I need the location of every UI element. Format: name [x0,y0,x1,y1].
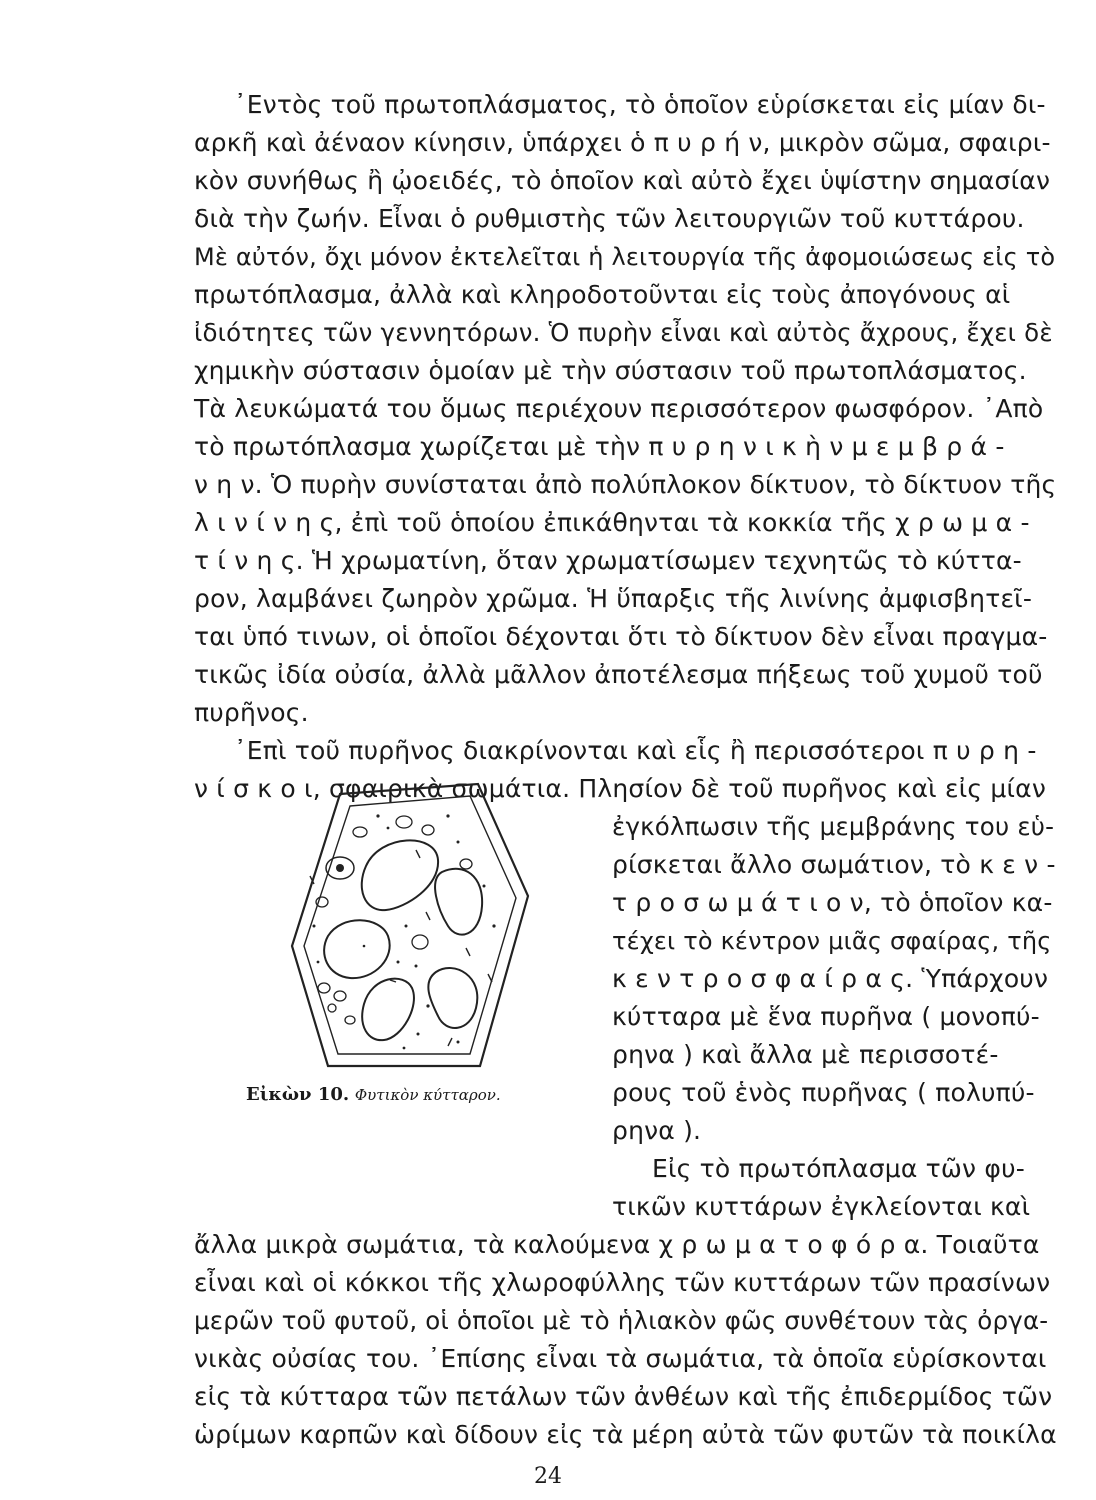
text-line: Μὲ αὐτόν, ὄχι μόνον ἐκτελεῖται ἡ λειτουργία τῆς ἀφομοιώσεως εἰς τὸ [194,243,1056,271]
text-line: εἰς τὰ κύτταρα τῶν πετάλων τῶν ἀνθέων καὶ τῆς ἐπιδερμίδος τῶν [194,1382,1053,1411]
text-line: ἐγκόλπωσιν τῆς μεμβράνης του εὑ- [612,812,1055,841]
text-line: τὸ πρωτόπλασμα χωρίζεται μὲ τὴν π υ ρ η ν ι κ ὴ ν μ ε μ β ρ ά - [194,432,1005,461]
text-line: ρίσκεται ἄλλο σωμάτιον, τὸ κ ε ν - [612,850,1056,879]
vacuole [324,920,390,978]
text-line: ἄλλα μικρὰ σωμάτια, τὰ καλούμενα χ ρ ω μ α τ ο φ ό ρ α. Τοιαῦτα [194,1230,1040,1259]
text-line: Εἰς τὸ πρωτόπλασμα τῶν φυ- [652,1154,1025,1183]
text-line: ρηνα ). [612,1116,702,1145]
page-number: 24 [534,1464,562,1489]
text-line: ται ὑπό τινων, οἱ ὁποῖοι δέχονται ὅτι τὸ δίκτυον δὲν εἶναι πραγμα- [194,622,1048,651]
vacuole [362,840,438,910]
text-line: νικὰς οὐσίας του. ᾽Επίσης εἶναι τὰ σωμάτια, τὰ ὁποῖα εὑρίσκονται [194,1344,1047,1373]
plant-cell-illustration [288,776,566,1076]
text-line: ρηνα ) καὶ ἄλλα μὲ περισσοτέ- [612,1040,999,1069]
figure-caption-label: Εἰκὼν 10. [246,1084,350,1105]
text-line: μερῶν τοῦ φυτοῦ, οἱ ὁποῖοι μὲ τὸ ἡλιακὸν φῶς συνθέτουν τὰς ὀργα- [194,1306,1049,1335]
text-line: αρκῆ καὶ ἀέναον κίνησιν, ὑπάρχει ὁ π υ ρ ή ν, μικρὸν σῶμα, σφαιρι- [194,128,1051,157]
text-line: κύτταρα μὲ ἕνα πυρῆνα ( μονοπύ- [612,1002,1040,1031]
text-line: λ ι ν ί ν η ς, ἐπὶ τοῦ ὁποίου ἐπικάθηνται τὰ κοκκία τῆς χ ρ ω μ α - [194,508,1030,537]
text-line: πυρῆνος. [194,698,309,727]
figure-caption [246,1084,606,1105]
text-line: ἰδιότητες τῶν γεννητόρων. Ὁ πυρὴν εἶναι καὶ αὐτὸς ἄχρους, ἔχει δὲ [194,318,1053,347]
text-line: ρους τοῦ ἑνὸς πυρῆνας ( πολυπύ- [612,1078,1035,1107]
text-line: ρον, λαμβάνει ζωηρὸν χρῶμα. Ἡ ὕπαρξις τῆς λινίνης ἀμφισβητεῖ- [194,584,1033,613]
vacuole [428,968,477,1028]
vacuole [362,979,414,1041]
text-line: εἶναι καὶ οἱ κόκκοι τῆς χλωροφύλλης τῶν κυττάρων τῶν πρασίνων [194,1268,1051,1297]
text-line: τέχει τὸ κέντρον μιᾶς σφαίρας, τῆς [612,927,1052,955]
text-line: διὰ τὴν ζωήν. Εἶναι ὁ ρυθμιστὴς τῶν λειτουργιῶν τοῦ κυττάρου. [194,204,1025,233]
text-line: πρωτόπλασμα, ἀλλὰ καὶ κληροδοτοῦνται εἰς τοὺς ἀπογόνους αἱ [194,280,1011,309]
text-line: ᾽Επὶ τοῦ πυρῆνος διακρίνονται καὶ εἷς ἢ περισσότεροι π υ ρ η - [234,736,1037,765]
figure-caption-text: Φυτικὸν κύτταρον. [354,1086,501,1104]
text-line: κ ε ν τ ρ ο σ φ α ί ρ α ς. Ὑπάρχουν [612,964,1049,993]
vacuole [435,869,482,935]
text-line: τ ρ ο σ ω μ ά τ ι ο ν, τὸ ὁποῖον κα- [612,888,1053,917]
text-line: χημικὴν σύστασιν ὁμοίαν μὲ τὴν σύστασιν τοῦ πρωτοπλάσματος. [194,356,1027,385]
text-line: κὸν συνήθως ἢ ᾠοειδές, τὸ ὁποῖον καὶ αὐτὸ ἔχει ὑψίστην σημασίαν [194,166,1051,195]
text-line: ᾽Εντὸς τοῦ πρωτοπλάσματος, τὸ ὁποῖον εὑρίσκεται εἰς μίαν δι- [234,90,1046,119]
text-line: ν η ν. Ὁ πυρὴν συνίσταται ἀπὸ πολύπλοκον δίκτυον, τὸ δίκτυον τῆς [194,470,1057,499]
text-line: τικῶς ἰδία οὐσία, ἀλλὰ μᾶλλον ἀποτέλεσμα πήξεως τοῦ χυμοῦ τοῦ [194,660,1043,689]
text-line: τ ί ν η ς. Ἡ χρωματίνη, ὅταν χρωματίσωμεν τεχνητῶς τὸ κύττα- [194,546,1022,575]
text-line: τικῶν κυττάρων ἐγκλείονται καὶ [612,1192,1031,1221]
text-line: ν ί σ κ ο ι, σφαιρικὰ σωμάτια. Πλησίον δὲ τοῦ πυρῆνος καὶ εἰς μίαν [194,774,1046,803]
text-line: ὡρίμων καρπῶν καὶ δίδουν εἰς τὰ μέρη αὐτὰ τῶν φυτῶν τὰ ποικίλα [194,1420,1057,1449]
text-line: Τὰ λευκώματά του ὅμως περιέχουν περισσότερον φωσφόρον. ᾽Απὸ [194,394,1044,423]
